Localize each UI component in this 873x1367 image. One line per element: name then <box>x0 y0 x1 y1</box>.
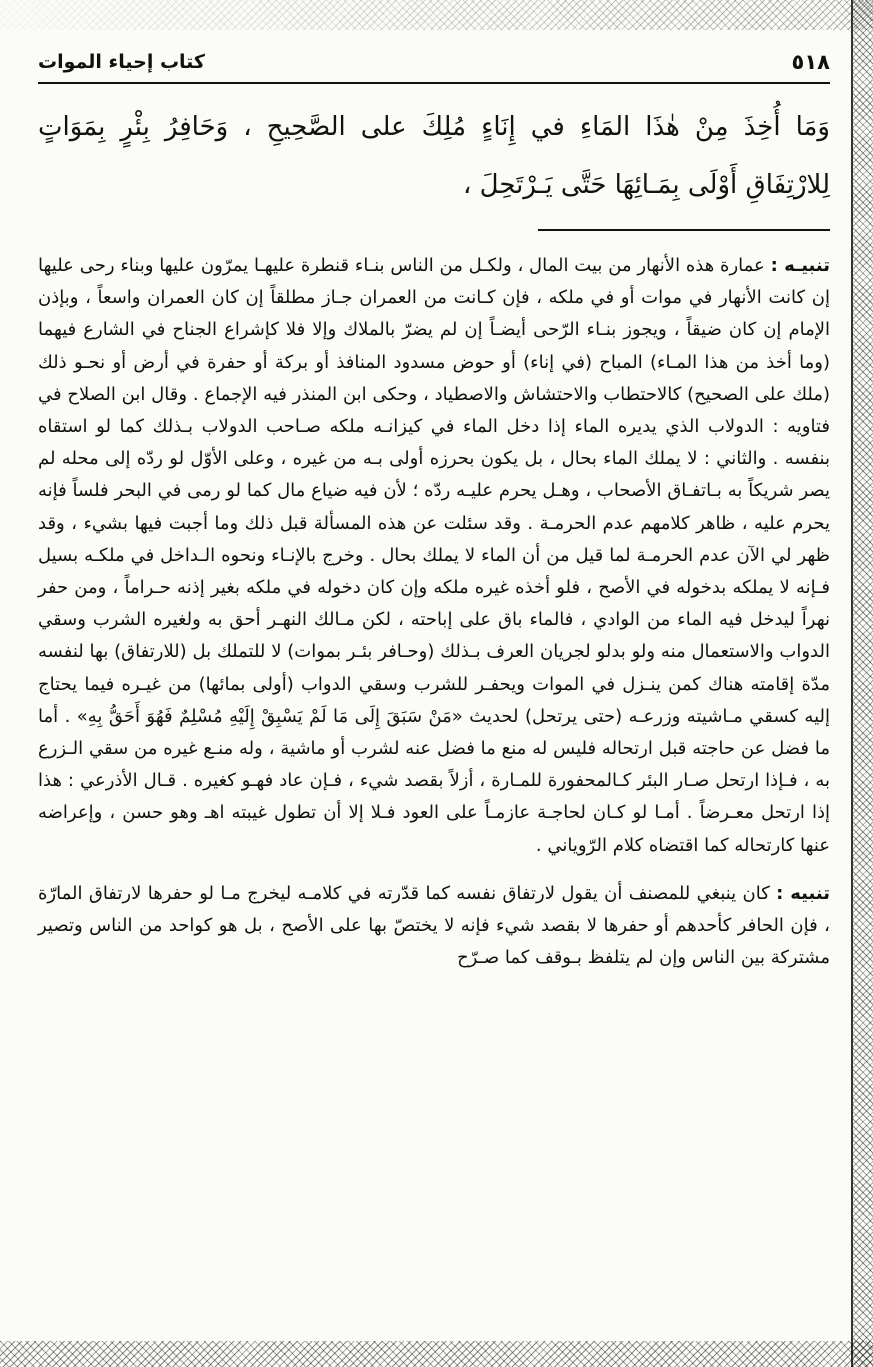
page-number: ٥١٨ <box>791 50 830 74</box>
book-title: كتاب إحياء الموات <box>38 51 205 73</box>
right-ornamental-border <box>851 0 873 1367</box>
running-header <box>38 42 830 84</box>
commentary <box>38 250 830 974</box>
note-label: تنبيه : <box>776 882 830 904</box>
bottom-ornamental-border <box>0 1341 873 1367</box>
paragraph-text: عمارة هذه الأنهار من بيت المال ، ولكـل من الناس بنـاء قنطرة عليهـا يمرّون عليها وبناء رحى عليها إن كانت الأنهار في موات أو في ملكه ، فإن كـانت من العمران جـاز مطلقاً إن كان العمران واسعاً ، وبإذن الإمام إن كان ضيقاً ، ويجوز بنـاء الرّحى أيضـاً إن لم يضرّ بالملاك وإلا فلا كإشراع الجناح في الشارع فيهما (وما أخذ من هذا المـاء) المباح (في إناء) أو حوض مسدود المنافذ أو بركة أو حفرة في أرض أو نحـو ذلك (ملك على الصحيح) كالاحتطاب والاحتشاش والاصطياد ، وحكى ابن المنذر فيه الإجماع . وقال ابن الصلاح في فتاويه : الدولاب الذي يديره الماء إذا دخل الماء في كيزانـه ملكه صـاحب الدولاب بـذلك كما لو استقاه بنفسه . والثاني : لا يملك الماء بحال ، بل يكون بحرزه أولى بـه من غيره ، وعلى الأوّل لو ردّه إلى محله لم يصر شريكاً به بـاتفـاق الأصحاب ، وهـل يحرم عليـه ردّه ؛ لأن فيه ضياع مال كما لو رمى في البحر فلساً فإنه يحرم عليه ، ظاهر كلامهم عدم الحرمـة . وقد سئلت عن هذه المسألة قبل ذلك وما أجبت فيها بشيء ، وقد ظهر لي الآن عدم الحرمـة لما قيل من أن الماء لا يملك بحال . وخرج بالإنـاء ونحوه الـداخل في ملكـه بسيل فـإنه لا يملكه بدخوله في الأصح ، فلو أخذه غيره ملكه وإن كان دخوله في ملكه بغير إذنه حـراماً ، ومن حفر نهراً ليدخل فيه الماء من الوادي ، فالماء باق على إباحته ، لكن مـالك النهـر أحق به ولغيره الشرب وسقي الدواب والاستعمال منه ولو بدلو لجريان العرف بـذلك (وحـافر بئـر بموات) لا للتملك بل (للارتفاق) بها لنفسه مدّة إقامته هناك كمن ينـزل في الموات ويحفـر للشرب وسقي الدواب (أولى بمائها) من غيـره فيما يحتاج إليه كسقي مـاشيته وزرعـه (حتى يرتحل) لحديث «مَنْ سَبَقَ إِلَى مَا لَمْ يَسْبِقْ إِلَيْهِ مُسْلِمٌ فَهُوَ أَحَقُّ بِهِ» . أما ما فضل عن حاجته قبل ارتحاله فليس له منع ما فضل عنه لشرب أو ماشية ، وله منـع غيره من سقي الـزرع به ، فـإذا ارتحل صـار البئر كـالمحفورة للمـارة ، أزلاً بقصد شيء ، فـإن عاد فهـو كغيره . قـال الأذرعي : هذا إذا ارتحل معـرضاً . أمـا لو كـان لحاجـة عازمـاً على العود فـلا إلا أن تطول غيبته اهـ وهو حسن ، وإعراضه عنها كارتحاله كما اقتضاه كلام الرّوياني . <box>38 255 830 856</box>
commentary-paragraph-2 <box>38 878 830 975</box>
commentary-paragraph-1 <box>38 250 830 862</box>
matn-text: وَمَا أُخِذَ مِنْ هٰذَا المَاءِ في إِنَاءٍ مُلِكَ على الصَّحِيحِ ، وَحَافِرُ بِئْرٍ بِمَوَاتٍ لِلارْتِفَاقِ أَوْلَى بِمَـائِهَا حَتَّى يَـرْتَحِلَ ، <box>38 112 830 200</box>
top-ornamental-border <box>0 0 873 30</box>
paragraph-text: كان ينبغي للمصنف أن يقول لارتفاق نفسه كما قدّرته في كلامـه ليخرج مـا لو حفرها لارتفاق المارّة ، فإن الحافر كأحدهم أو حفرها لا بقصد شيء فإنه لا يختصّ بها على الأصح ، بل هو كواحد من الناس وتصير مشتركة بين الناس وإن لم يتلفظ بـوقف كما صـرّح <box>38 882 830 969</box>
note-label: تنبيـه : <box>770 255 830 276</box>
